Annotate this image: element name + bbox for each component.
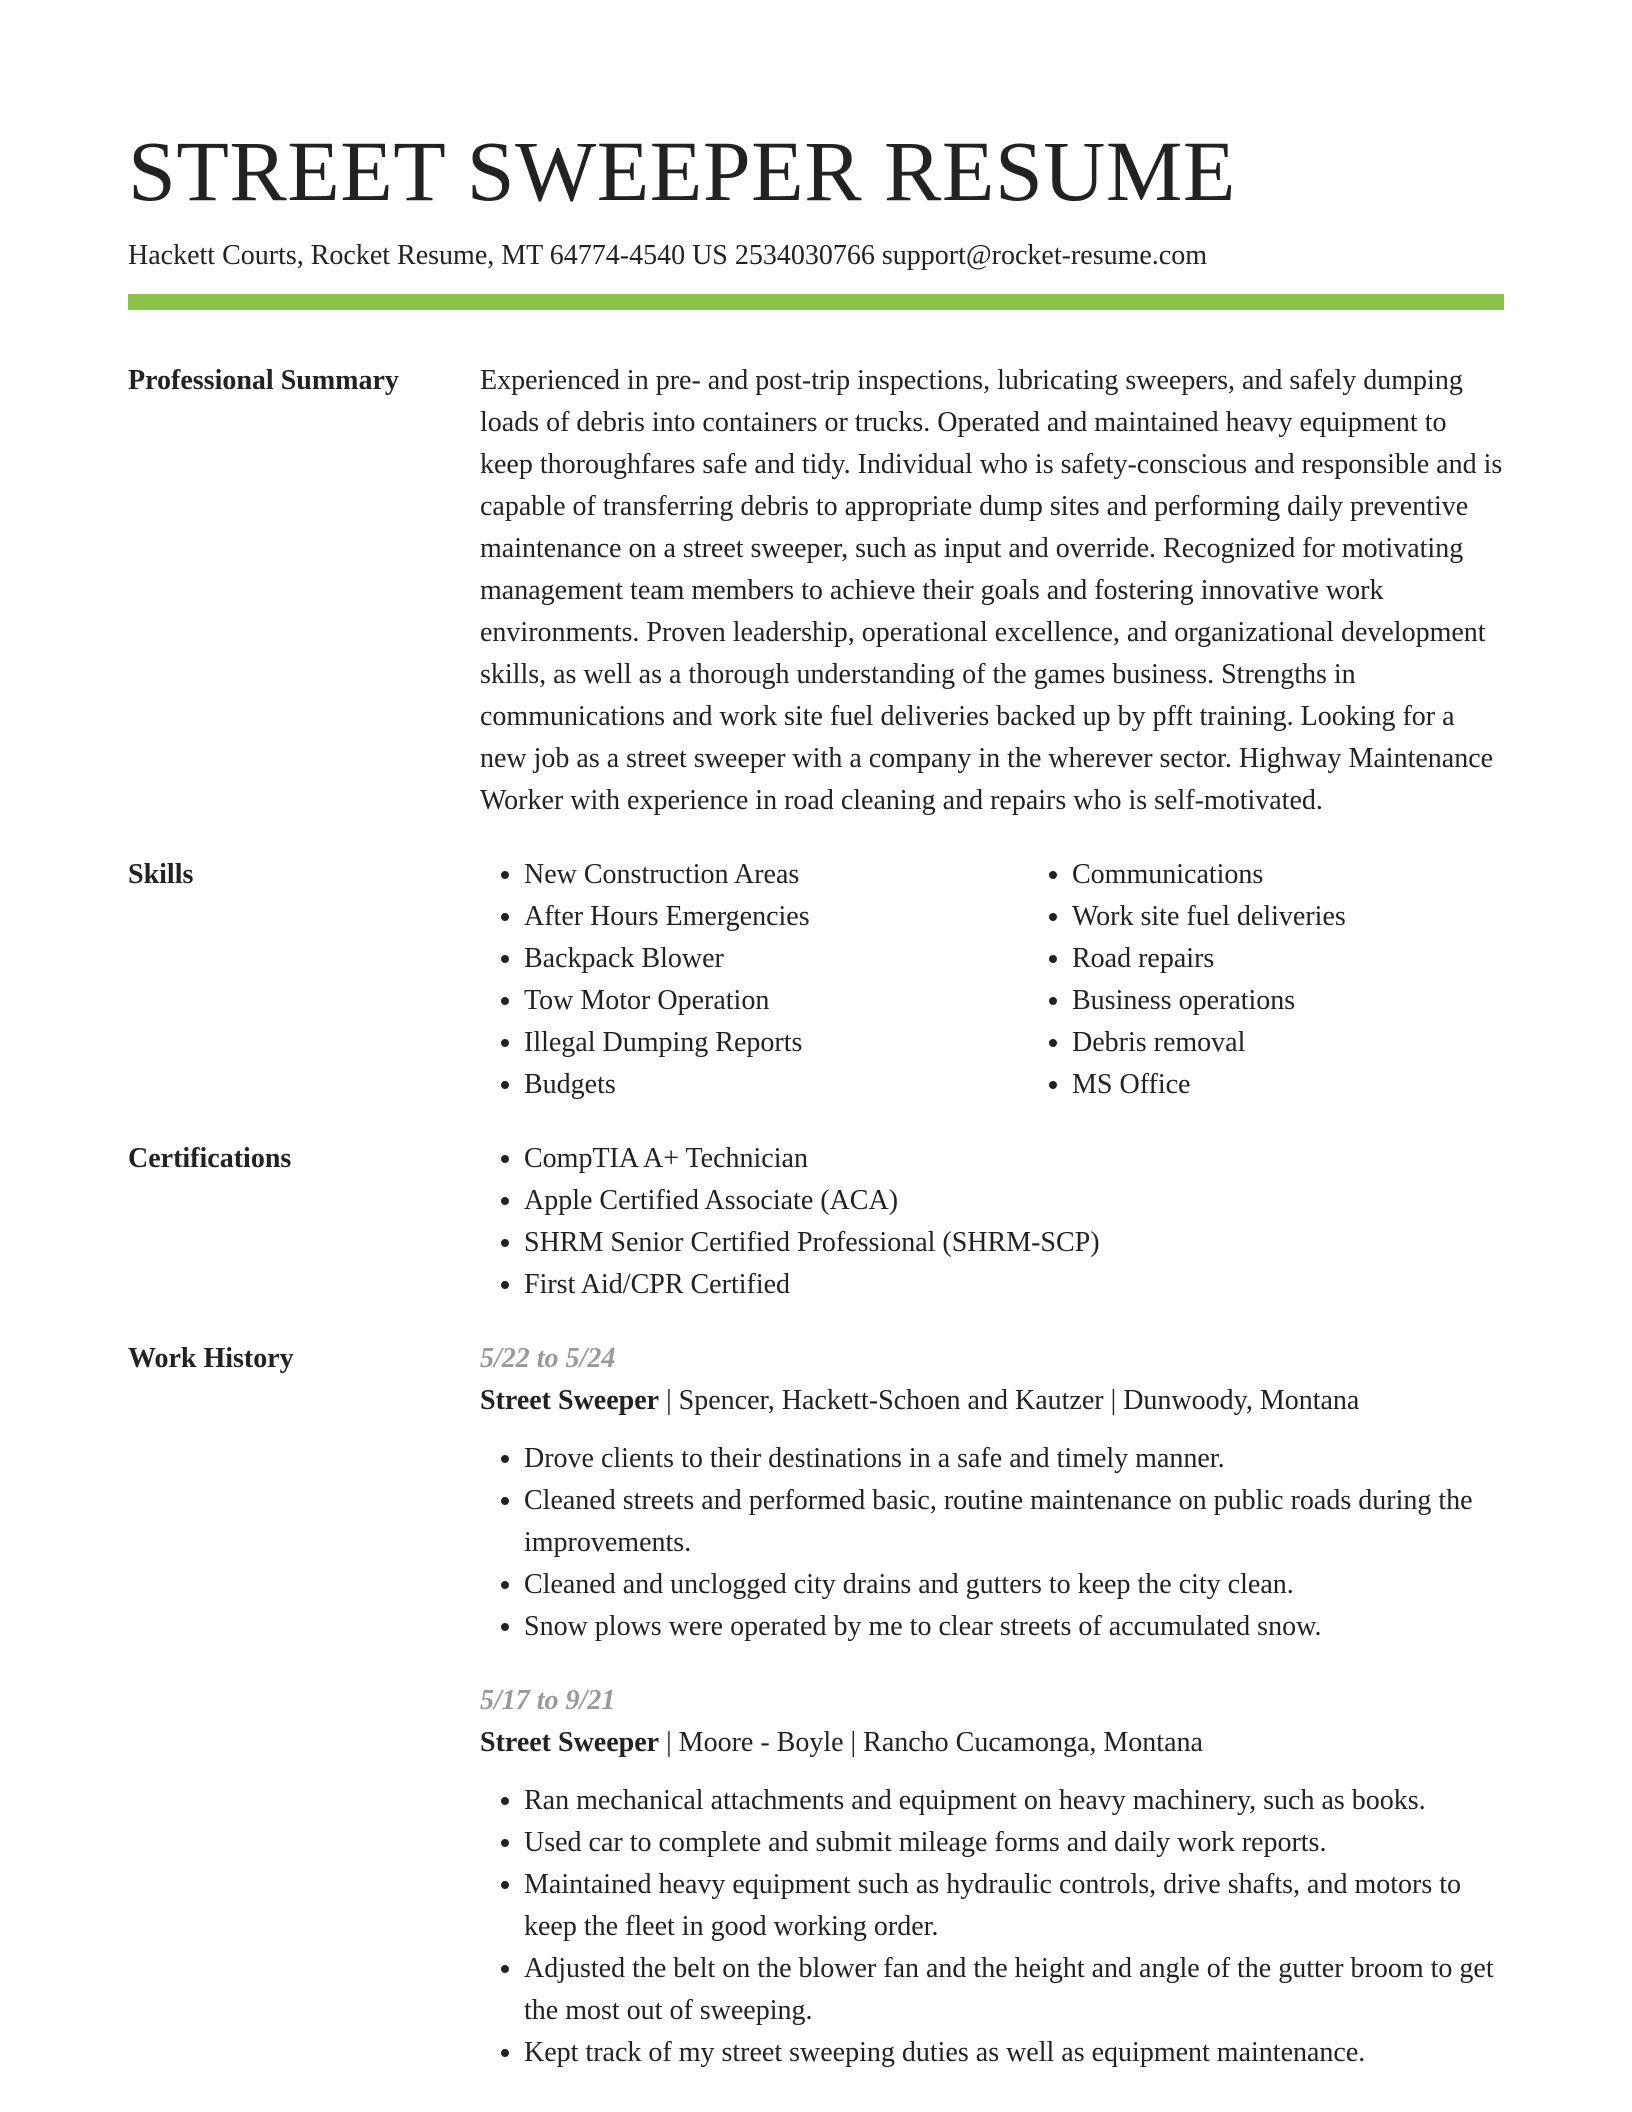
job-entry	[480, 1338, 1504, 1648]
job-entry	[480, 1680, 1504, 2074]
skills-list-right	[1028, 854, 1576, 1106]
section-label-professional-summary: Professional Summary	[128, 365, 399, 396]
work-history-body	[480, 1338, 1504, 2074]
job-bullet: • Cleaned streets and performed basic, routine maintenance on public roads during the improvements.	[524, 1480, 1504, 1564]
section-label-work-history: Work History	[128, 1343, 294, 1374]
job-bullet: • Cleaned and unclogged city drains and gutters to keep the city clean.	[524, 1564, 1504, 1606]
work-history-section	[128, 1338, 1504, 2074]
job-bullet: • Maintained heavy equipment such as hydraulic controls, drive shafts, and motors to keep the fleet in good working order.	[524, 1864, 1504, 1948]
job-dates: 5/17 to 9/21	[480, 1685, 616, 1716]
skill-item: • Work site fuel deliveries	[1072, 896, 1576, 938]
certification-item: • SHRM Senior Certified Professional (SHRM-SCP)	[524, 1222, 1504, 1264]
certification-item: • Apple Certified Associate (ACA)	[524, 1180, 1504, 1222]
certifications-list	[480, 1138, 1504, 1306]
resume-page	[128, 0, 1504, 2074]
skill-item: • MS Office	[1072, 1064, 1576, 1106]
skill-item: • Debris removal	[1072, 1022, 1576, 1064]
skill-item: • After Hours Emergencies	[524, 896, 1028, 938]
certifications-body	[480, 1138, 1504, 1306]
job-bullets	[480, 1780, 1504, 2074]
job-details: | Moore - Boyle | Rancho Cucamonga, Montana	[659, 1727, 1203, 1758]
skill-item: • Illegal Dumping Reports	[524, 1022, 1028, 1064]
job-bullet: • Used car to complete and submit mileage forms and daily work reports.	[524, 1822, 1504, 1864]
certification-item: • CompTIA A+ Technician	[524, 1138, 1504, 1180]
skill-item: • Business operations	[1072, 980, 1576, 1022]
job-bullets	[480, 1438, 1504, 1648]
skill-item: • Tow Motor Operation	[524, 980, 1028, 1022]
resume-title: STREET SWEEPER RESUME	[128, 123, 1236, 219]
job-bullet: • Kept track of my street sweeping duties as well as equipment maintenance.	[524, 2032, 1504, 2074]
skills-section	[128, 854, 1504, 1106]
skill-item: • Road repairs	[1072, 938, 1576, 980]
job-dates: 5/22 to 5/24	[480, 1343, 616, 1374]
skill-item: • New Construction Areas	[524, 854, 1028, 896]
job-bullet: • Adjusted the belt on the blower fan and the height and angle of the gutter broom to get the most out of sweeping.	[524, 1948, 1504, 2032]
job-title-line	[480, 1380, 1504, 1422]
section-label-skills: Skills	[128, 859, 194, 890]
summary-body	[480, 360, 1504, 822]
contact-line: Hackett Courts, Rocket Resume, MT 64774-4540 US 2534030766 support@rocket-resume.com	[128, 240, 1207, 271]
certifications-section	[128, 1138, 1504, 1306]
skills-columns	[480, 854, 1576, 1106]
section-label-certifications: Certifications	[128, 1143, 292, 1174]
professional-summary-section	[128, 360, 1504, 822]
skill-item: • Backpack Blower	[524, 938, 1028, 980]
job-details: | Spencer, Hackett-Schoen and Kautzer | Dunwoody, Montana	[659, 1385, 1360, 1416]
job-role: Street Sweeper	[480, 1385, 660, 1416]
job-role: Street Sweeper	[480, 1727, 660, 1758]
skill-item: • Budgets	[524, 1064, 1028, 1106]
accent-divider	[128, 294, 1504, 310]
skill-item: • Communications	[1072, 854, 1576, 896]
skills-list-left	[480, 854, 1028, 1106]
summary-text: Experienced in pre- and post-trip inspections, lubricating sweepers, and safely dumping loads of debris into containers or trucks. Operated and maintained heavy equipment to keep thoroughfares safe and tidy. Individual who is safety-conscious and responsible and is capable of transferring debris to appropriate dump sites and performing daily preventive maintenance on a street sweeper, such as input and override. Recognized for motivating management team members to achieve their goals and fostering innovative work environments. Proven leadership, operational excellence, and organizational development skills, as well as a thorough understanding of the games business. Strengths in communications and work site fuel deliveries backed up by pfft training. Looking for a new job as a street sweeper with a company in the wherever sector. Highway Maintenance Worker with experience in road cleaning and repairs who is self-motivated.	[480, 365, 1503, 816]
job-title-line	[480, 1722, 1504, 1764]
job-bullet: • Snow plows were operated by me to clear streets of accumulated snow.	[524, 1606, 1504, 1648]
job-bullet: • Drove clients to their destinations in a safe and timely manner.	[524, 1438, 1504, 1480]
certification-item: • First Aid/CPR Certified	[524, 1264, 1504, 1306]
job-bullet: • Ran mechanical attachments and equipment on heavy machinery, such as books.	[524, 1780, 1504, 1822]
